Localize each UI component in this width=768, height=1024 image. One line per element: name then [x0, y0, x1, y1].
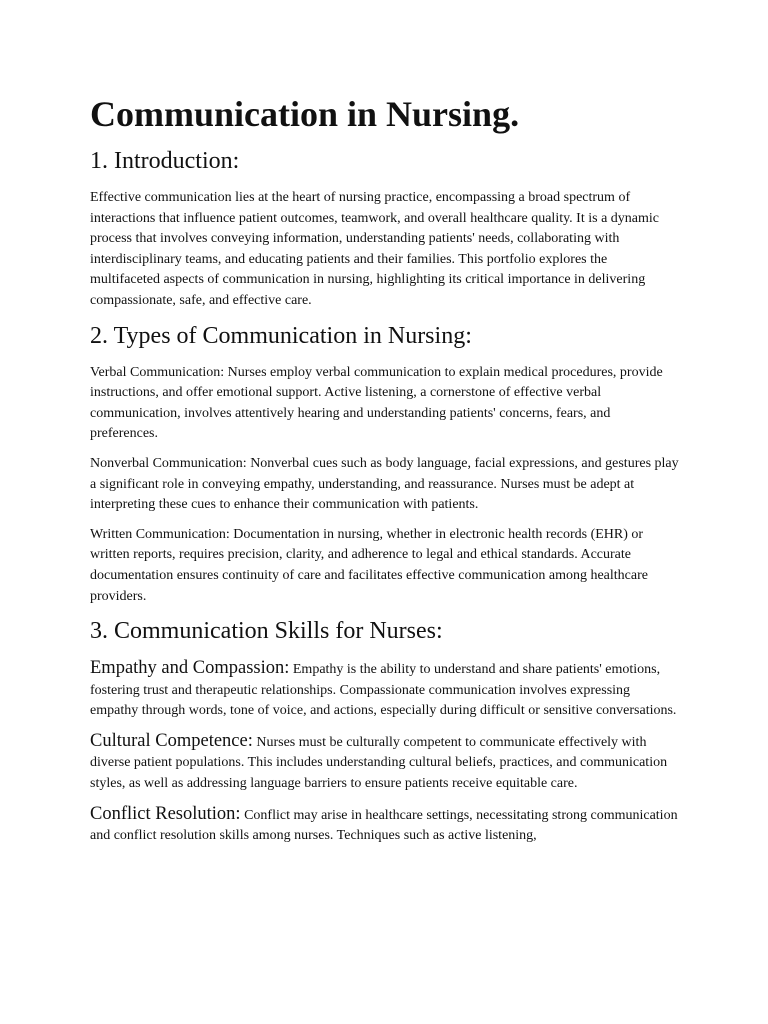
section-heading: 1. Introduction: [90, 148, 240, 174]
paragraph: Verbal Communication: Nurses employ verbal communication to explain medical procedures, provide instructions, and offer emotional support. Active listening, a cornerstone of effective verbal communication, involves attentively hearing and understanding patients' concerns, fears, and preferences. [90, 364, 663, 442]
document-title: Communication in Nursing. [90, 94, 520, 134]
skill-text: Empathy is the ability to understand and share patients' emotions, fostering trust and therapeutic relationships. Compassionate communication involves expressing empathy through words, tone of voice, and actions, especially during difficult or sensitive conversations. [90, 662, 677, 719]
section-communication-skills [90, 616, 680, 847]
section-heading: 2. Types of Communication in Nursing: [90, 322, 472, 349]
section-introduction [90, 146, 680, 312]
skill-paragraph [90, 804, 680, 847]
paragraph: Nonverbal Communication: Nonverbal cues such as body language, facial expressions, and gestures play a significant role in conveying empathy, understanding, and reassurance. Nurses must be adept at interpreting these cues to enhance their communication with patients. [90, 455, 679, 513]
skill-paragraph [90, 731, 680, 795]
paragraph: Effective communication lies at the heart of nursing practice, encompassing a broad spectrum of interactions that influence patient outcomes, teamwork, and overall healthcare quality. It is a dynamic process that involves conveying information, understanding patients' needs, collaborating with interdisciplinary teams, and educating patients and their families. This portfolio explores the multifaceted aspects of communication in nursing, highlighting its critical importance in delivering compassionate, safe, and effective care. [90, 190, 659, 308]
document-page [90, 92, 680, 856]
skill-term: Cultural Competence: [90, 730, 253, 751]
skill-term: Empathy and Compassion: [90, 658, 290, 679]
skill-text: Conflict may arise in healthcare settings, necessitating strong communication and conflict resolution skills among nurses. Techniques such as active listening, [90, 807, 678, 844]
skill-paragraph [90, 658, 680, 722]
skill-term: Conflict Resolution: [90, 803, 241, 824]
section-types-of-communication [90, 321, 680, 608]
skill-text: Nurses must be culturally competent to communicate effectively with diverse patient populations. This includes understanding cultural beliefs, practices, and communication styles, as well as addressing language barriers to ensure patients receive equitable care. [90, 734, 668, 792]
section-heading: 3. Communication Skills for Nurses: [90, 618, 443, 645]
paragraph: Written Communication: Documentation in nursing, whether in electronic health records (EHR) or written reports, requires precision, clarity, and adherence to legal and ethical standards. Accurate documentation ensures continuity of care and facilitates effective communication among healthcare providers. [90, 526, 648, 604]
